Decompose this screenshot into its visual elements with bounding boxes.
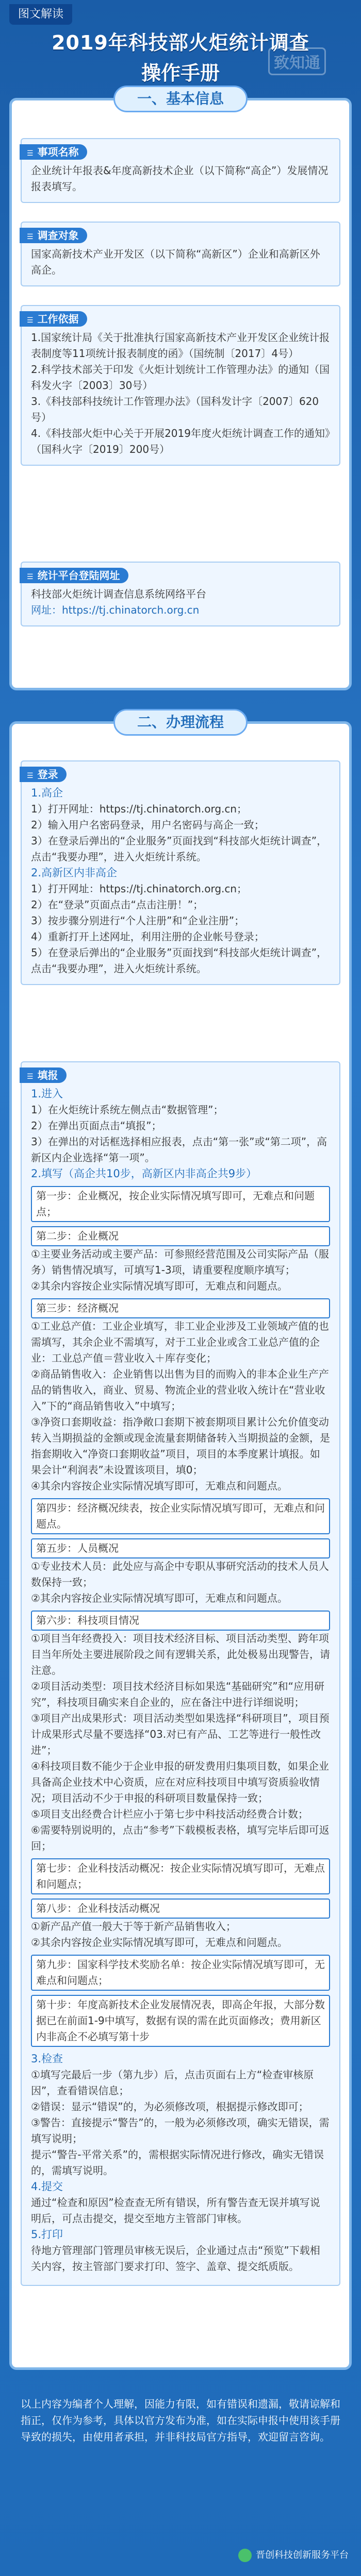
login-step: 1）打开网址：https://tj.chinatorch.org.cn； <box>31 883 248 895</box>
fill-step-3: 第三步：经济概况 <box>31 1298 330 1318</box>
target-box <box>21 222 340 286</box>
page-title: 2019年科技部火炬统计调查 <box>52 31 309 54</box>
fill-step-2: 第二步：企业概况 <box>31 1226 330 1246</box>
fill-step-8: 第八步：企业科技活动概况 <box>31 1899 330 1919</box>
login-box <box>21 760 340 985</box>
fill-step-detail: ③净资口套期收益：指净敞口套期下被套期项目累计公允价值变动转入当期损益的金额或现金流量套期储备转入当期损益的金额，是指套期收入“净资口套期收益”项目，项目的本季度累计填报。如果会计“利润表”未设置该项目，填0； <box>31 1416 330 1476</box>
platform-head: ☰ 统计平台登陆网址 <box>20 568 128 583</box>
submit-subhead: 4.提交 <box>31 2180 63 2193</box>
fill-step-detail: ③项目产出成果形式：项目活动类型如果选择“科研项目”，项目预计成果形式尽量不要选择“03.对已有产品、工艺等进行一般性改进”； <box>31 1712 330 1756</box>
fill-step-7: 第七步：企业科技活动概况：按企业实际情况填写即可，无难点和问题点； <box>31 1858 330 1894</box>
platform-text: 科技部火炬统计调查信息系统网络平台 <box>31 588 206 600</box>
fill-step-detail: ②商品销售收入：企业销售以出售为目的而购入的非本企业生产产品的销售收入，商业、贸易、物流企业的营业收入统计在“营业收入”下的“商品销售收入”中填写； <box>31 1368 329 1412</box>
fill-step-detail: ②其余内容按企业实际情况填写即可，无难点和问题点。 <box>31 1592 288 1604</box>
fill-step-detail: ②其余内容按企业实际情况填写即可，无难点和问题点。 <box>31 1280 288 1292</box>
basis-item: 2.科学技术部关于印发《火炬计划统计工作管理办法》的通知（国科发火字〔2003〕30号） <box>31 363 330 392</box>
basis-item: 4.《科技部火炬中心关于开展2019年度火炬统计调查工作的通知》（国科火字〔2019〕200号） <box>31 427 330 455</box>
target-text: 国家高新技术产业开发区（以下简称“高新区”）企业和高新区外高企。 <box>31 248 320 276</box>
check-item: ③警告：直接提示“警告”的，一般为必须修改项，确实无错误，需填写说明； <box>31 2116 330 2145</box>
fill-step-5: 第五步：人员概况 <box>31 1538 330 1558</box>
fill-step-detail: ①主要业务活动或主要产品：可参照经营范围及公司实际产品（服务）销售情况填写，可填写1-3项，请重要程度顺序填写； <box>31 1248 329 1276</box>
fill-step-detail: ②项目活动类型：项目技术经济目标如果选“基础研究”和“应用研究”，科技项目确实来自企业的，应在备注中进行详细说明； <box>31 1680 325 1708</box>
check-item: 提示“警告-平常关系”的，需根据实际情况进行修改，确实无错误的，需填写说明。 <box>31 2148 324 2177</box>
login-step: 2）输入用户名密码登录，用户名密码与高企一致； <box>31 819 265 831</box>
check-subhead: 3.检查 <box>31 2053 63 2065</box>
page-subtitle: 操作手册 <box>141 62 220 84</box>
login-step: 2）在“登录”页面点击“点击注册！”； <box>31 899 204 911</box>
menu-icon: ☰ <box>27 233 34 241</box>
fill-enter-step: 1）在火炬统计系统左侧点击“数据管理”； <box>31 1104 224 1116</box>
fill-step-detail: ⑤项目支出经费合计栏应小于第七步中科技活动经费合计数； <box>31 1808 308 1820</box>
login-subhead-gaoqi: 1.高企 <box>31 787 63 799</box>
login-step: 3）在登录后弹出的“企业服务”页面找到“科技部火炬统计调查”，点击“我要办理”，进入火炬统计系统。 <box>31 835 327 863</box>
login-step: 1）打开网址：https://tj.chinatorch.org.cn； <box>31 803 248 815</box>
login-step: 5）在登录后弹出的“企业服务”页面找到“科技部火炬统计调查”，点击“我要办理”，进入火炬统计系统。 <box>31 946 327 975</box>
fill-step-detail: ①工业总产值：工业企业填写，非工业企业涉及工业领域产值的也需填写，其余企业不需填写，对于工业企业或含工业总产值的企业：工业总产值＝营业收入＋库存变化； <box>31 1320 329 1364</box>
platform-url[interactable]: 网址：https://tj.chinatorch.org.cn <box>31 604 200 616</box>
wechat-icon <box>238 2549 252 2562</box>
basis-box <box>21 305 340 466</box>
watermark-logo: 致知通 <box>268 47 326 75</box>
platform-box <box>21 562 340 626</box>
fill-head: ☰ 填报 <box>20 1067 67 1083</box>
fill-step-6: 第六步：科技项目情况 <box>31 1611 330 1631</box>
basis-item: 1.国家统计局《关于批准执行国家高新技术产业开发区企业统计报表制度等11项统计报表制度的函》（国统制〔2017〕4号） <box>31 331 330 360</box>
login-step: 4）重新打开上述网址，利用注册的企业帐号登录； <box>31 930 265 943</box>
print-subhead: 5.打印 <box>31 2228 63 2241</box>
brand-footer: 晋创科技创新服务平台 <box>206 2545 361 2566</box>
check-item: ①填写完最后一步（第九步）后，点击页面右上方“检查审核原因”，查看错误信息； <box>31 2069 314 2097</box>
fill-box <box>21 1061 340 2286</box>
menu-icon: ☰ <box>27 573 34 581</box>
fill-enter-step: 2）在弹出页面点击“填报”； <box>31 1120 162 1132</box>
scope-text: 企业统计年报表&年度高新技术企业（以下简称“高企”）发展情况报表填写。 <box>31 164 329 193</box>
basis-head: ☰ 工作依据 <box>20 311 87 327</box>
fill-subhead-enter: 1.进入 <box>31 1088 63 1100</box>
article-tag: 图文解读 <box>9 4 72 25</box>
login-head: ☰ 登录 <box>20 767 67 782</box>
fill-step-10: 第十步：年度高新技术企业发展情况表，即高企年报，大部分数据已在前面1-9中填写，数据有误的需在此页面修改；费用新区内非高企不必填写第十步 <box>31 1995 330 2047</box>
menu-icon: ☰ <box>27 149 34 158</box>
print-text: 待地方管理部门管理员审核无误后，企业通过点击“预览”下载相关内容，按主管部门要求打印、签字、盖章、提交纸质版。 <box>31 2244 320 2273</box>
menu-icon: ☰ <box>27 772 34 780</box>
disclaimer: 以上内容为编者个人理解，因能力有限，如有错误和遗漏，敬请谅解和指正，仅作为参考，具体以官方发布为准，如在实际申报中使用该手册导致的损失，由使用者承担，并非科技局官方指导，欢迎留言咨询。 <box>21 2398 340 2443</box>
scope-head: ☰ 事项名称 <box>20 144 87 160</box>
submit-text: 通过“检查和原因”检查查无所有错误，所有警告查无误并填写说明后，可点击提交，提交至地方主管部门审核。 <box>31 2196 320 2225</box>
target-head: ☰ 调查对象 <box>20 228 87 243</box>
basis-item: 3.《科技部科技统计工作管理办法》（国科发计字〔2007〕620号） <box>31 395 319 423</box>
fill-step-detail: ④其余内容按企业实际情况填写即可，无难点和问题点。 <box>31 1480 288 1492</box>
fill-subhead-write: 2.填写（高企共10步，高新区内非高企共9步） <box>31 1167 257 1180</box>
fill-step-detail: ①新产品产值一般大于等于新产品销售收入； <box>31 1920 236 1933</box>
fill-step-detail: ②其余内容按企业实际情况填写即可，无难点和问题点。 <box>31 1936 288 1948</box>
fill-step-detail: ⑥需要特别说明的，点击“参考”下载模板表格，填写完毕后即可返回； <box>31 1824 330 1852</box>
fill-enter-step: 3）在弹出的对话框选择相应报表，点击“第一张”或“第二项”，高新区内企业选择“第一项”。 <box>31 1136 327 1164</box>
scope-box <box>21 138 340 203</box>
login-step: 3）按步骤分别进行“个人注册”和“企业注册”； <box>31 914 245 927</box>
fill-step-9: 第九步：国家科学技术奖励名单：按企业实际情况填写即可，无难点和问题点； <box>31 1955 330 1991</box>
section-basic-banner: 一、基本信息 <box>113 86 248 112</box>
menu-icon: ☰ <box>27 316 34 325</box>
login-subhead-feigaoqi: 2.高新区内非高企 <box>31 867 118 879</box>
check-item: ②错误：显示“错误”的，为必须修改项，根据提示修改即可； <box>31 2100 309 2113</box>
fill-step-detail: ①专业技术人员：此处应与高企中专职从事研究活动的技术人员人数保持一致； <box>31 1560 329 1588</box>
section-process-banner: 二、办理流程 <box>113 709 248 736</box>
fill-step-1: 第一步：企业概况，按企业实际情况填写即可，无难点和问题点； <box>31 1186 330 1222</box>
fill-step-detail: ④科技项目数不能少于企业申报的研发费用归集项目数，如果企业具备高企业技术中心资质，应在对应科技项目中填写资质验收情况；项目活动不少于申报的科研项目数量保持一致； <box>31 1760 329 1804</box>
fill-step-detail: ①项目当年经费投入：项目技术经济目标、项目活动类型、跨年项目当年所处主要进展阶段之间有逻辑关系，此处极易出现警告，请注意。 <box>31 1632 330 1676</box>
menu-icon: ☰ <box>27 1073 34 1081</box>
fill-step-4: 第四步：经济概况续表，按企业实际情况填写即可，无难点和问题点。 <box>31 1498 330 1534</box>
